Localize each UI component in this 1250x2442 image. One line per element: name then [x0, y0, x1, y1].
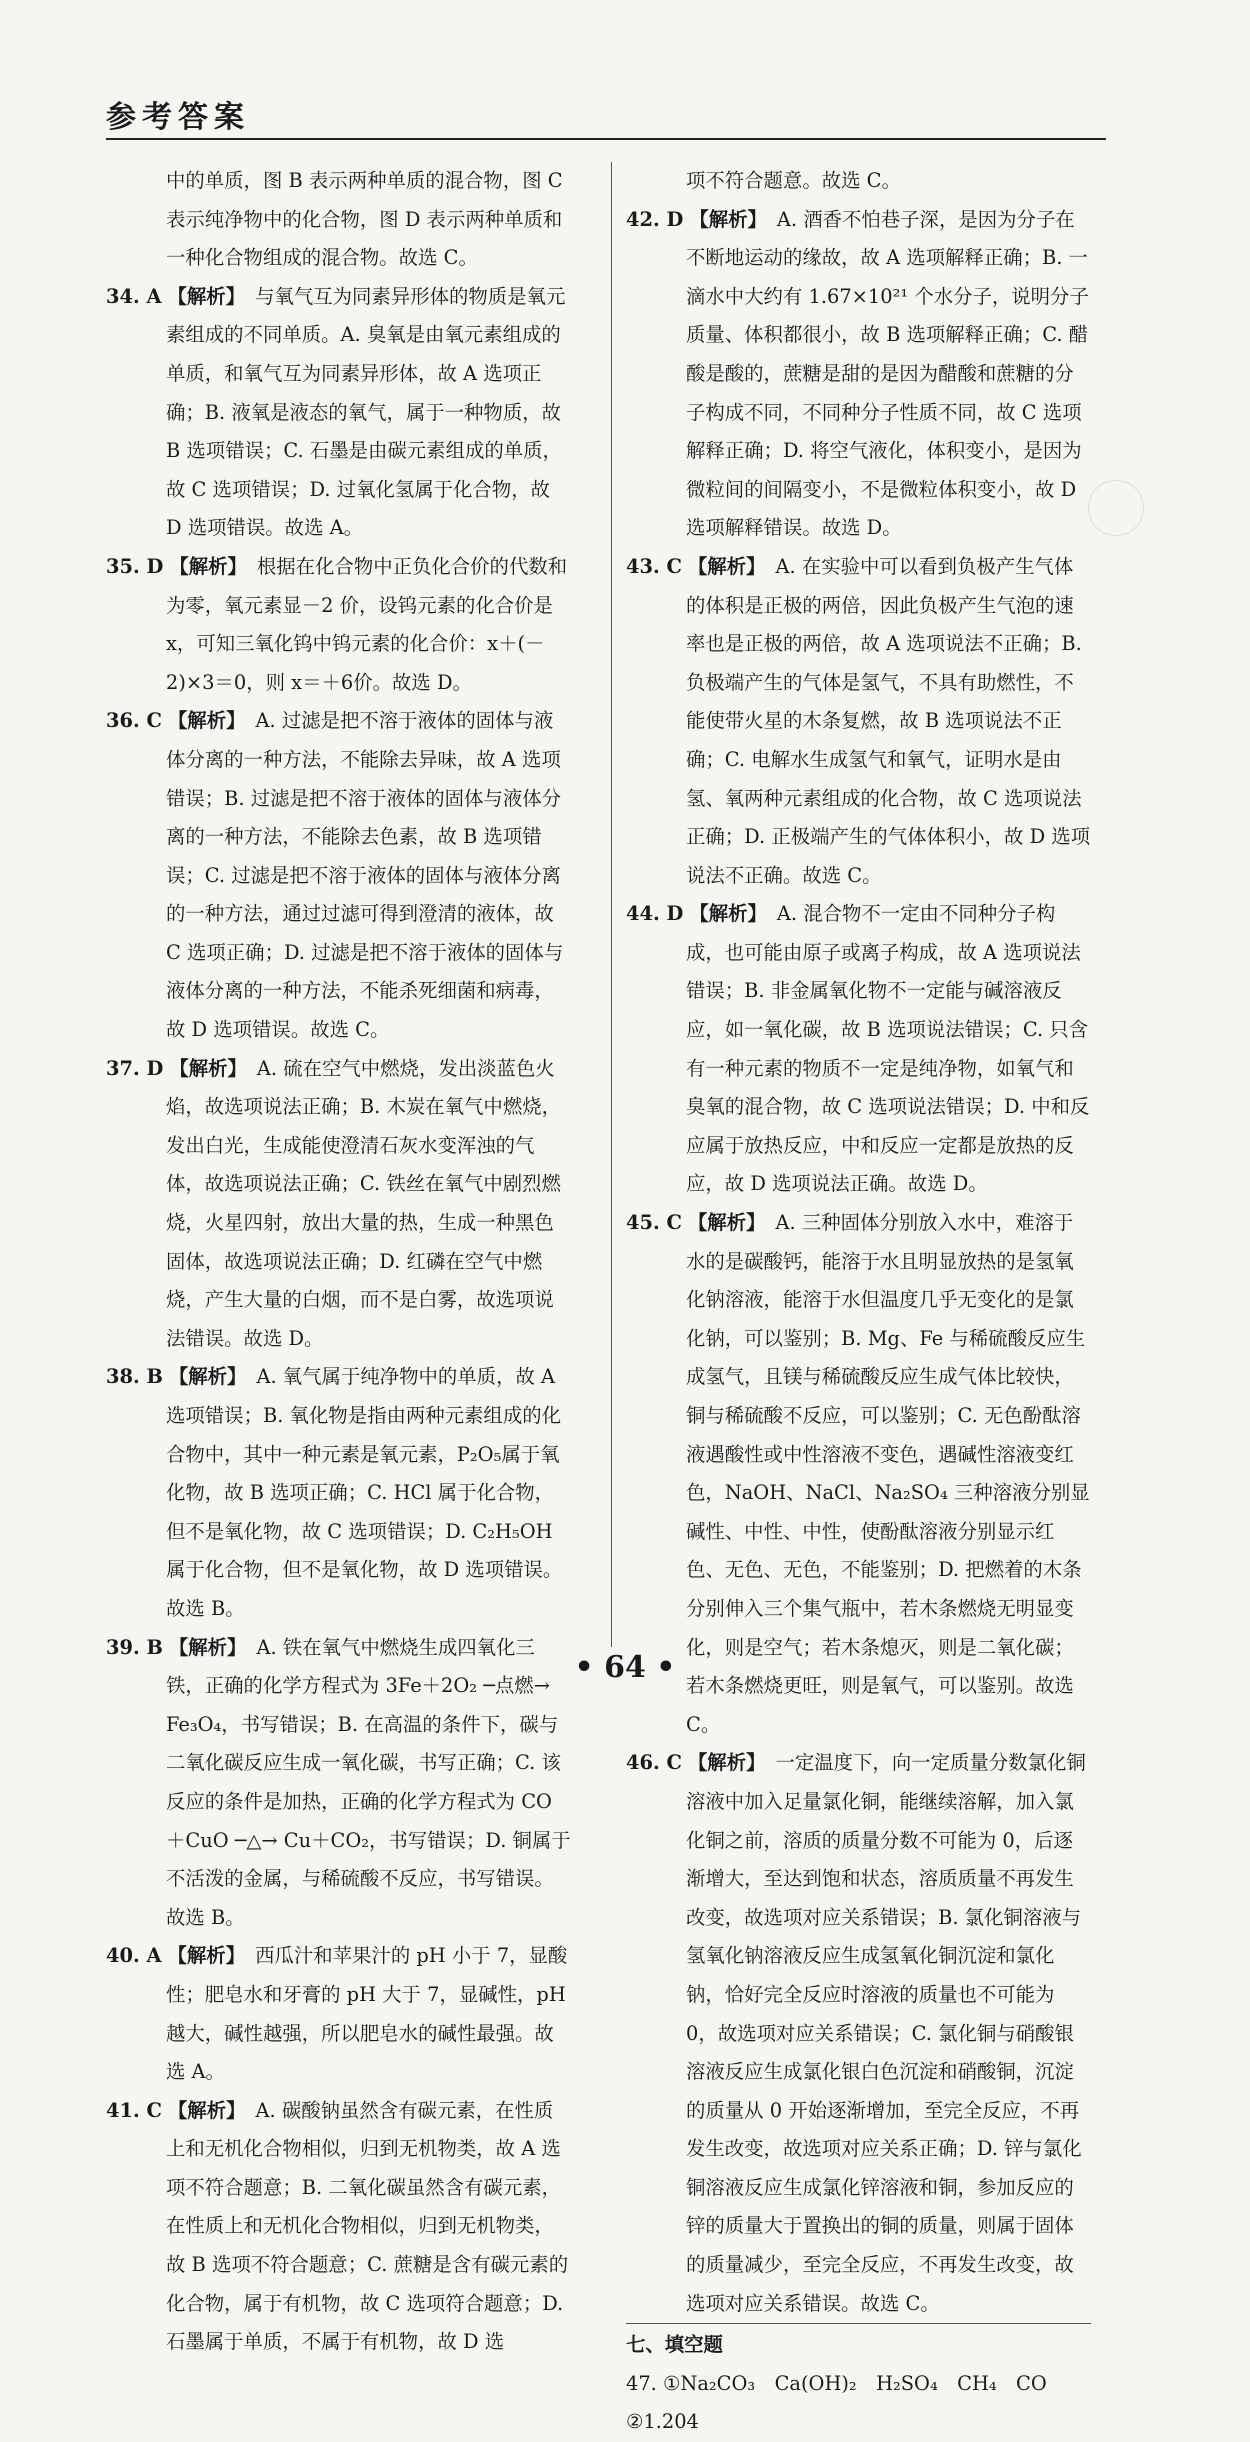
analysis-tag: 【解析】	[687, 1211, 766, 1235]
right-answer-list	[626, 201, 1091, 2324]
answer-33-continuation: 中的单质，图 B 表示两种单质的混合物，图 C 表示纯净物中的化合物，图 D 表示两种单质和一种化合物组成的混合物。故选 C。	[166, 169, 563, 270]
answer-text: 根据在化合物中正负化合价的代数和为零，氧元素显－2 价，设钨元素的化合价是 x，可知三氧化钨中钨元素的化合价：x＋(－2)×3＝0，则 x＝＋6价。故选 D。	[166, 554, 568, 694]
answer-item	[106, 1937, 571, 2091]
analysis-tag: 【解析】	[167, 2098, 246, 2122]
answer-number: 34. A	[106, 284, 162, 308]
analysis-tag: 【解析】	[689, 902, 767, 926]
answer-text: 西瓜汁和苹果汁的 pH 小于 7，显酸性；肥皂水和牙膏的 pH 大于 7，显碱性，pH 越大，碱性越强，所以肥皂水的碱性最强。故选 A。	[166, 1944, 568, 2084]
analysis-tag: 【解析】	[167, 709, 246, 733]
left-column	[106, 162, 571, 2362]
answer-item	[626, 895, 1091, 1204]
answer-item	[626, 1744, 1091, 2323]
answer-41-continuation: 项不符合题意。故选 C。	[686, 169, 901, 192]
analysis-tag: 【解析】	[167, 1944, 246, 1968]
answer-text: A. 在实验中可以看到负极产生气体的体积是正极的两倍，因此负极产生气泡的速率也是正极的两倍，故 A 选项说法不正确；B. 负极端产生的气体是氢气，不具有助燃性，不能使带火星的木条复燃，故 B 选项说法不正确；C. 电解水生成氢气和氧气，证明水是由氢、氧两种元素组成的化合物，故 C 选项说法正确；D. 正极端产生的气体体积小，故 D 选项说法不正确。故选 C。	[686, 554, 1091, 887]
answer-text: A. 硫在空气中燃烧，发出淡蓝色火焰，故选项说法正确；B. 木炭在氧气中燃烧，发出白光，生成能使澄清石灰水变浑浊的气体，故选项说法正确；C. 铁丝在氧气中剧烈燃烧，火星四射，放出大量的热，生成一种黑色固体，故选项说法正确；D. 红磷在空气中燃烧，产生大量的白烟，而不是白雾，故选项说法错误。故选 D。	[166, 1056, 561, 1350]
answer-number: 39. B	[106, 1635, 163, 1659]
page-number: • 64 •	[574, 1650, 676, 1685]
answer-number: 35. D	[106, 554, 164, 578]
answer-number: 46. C	[626, 1751, 682, 1775]
column-divider	[611, 162, 612, 1647]
answer-47: 47. ①Na₂CO₃ Ca(OH)₂ H₂SO₄ CH₄ CO ②1.204	[626, 2371, 1067, 2434]
answer-text: 与氧气互为同素异形体的物质是氧元素组成的不同单质。A. 臭氧是由氧元素组成的单质，和氧气互为同素异形体，故 A 选项正确；B. 液氧是液态的氧气，属于一种物质，故 B 选项错误；C. 石墨是由碳元素组成的单质，故 C 选项错误；D. 过氧化氢属于化合物，故 D 选项错误。故选 A。	[166, 284, 566, 540]
analysis-tag: 【解析】	[687, 1751, 766, 1775]
answer-text: A. 过滤是把不溶于液体的固体与液体分离的一种方法，不能除去异味，故 A 选项错误；B. 过滤是把不溶于液体的固体与液体分离的一种方法，不能除去色素，故 B 选项错误；C. 过滤是把不溶于液体的固体与液体分离的一种方法，通过过滤可得到澄清的液体，故 C 选项正确；D. 过滤是把不溶于液体的固体与液体分离的一种方法，不能杀死细菌和病毒，故 D 选项错误。故选 C。	[166, 709, 564, 1042]
answer-item	[106, 548, 571, 702]
answer-number: 43. C	[626, 554, 682, 578]
answer-item	[626, 548, 1091, 895]
analysis-tag: 【解析】	[689, 207, 767, 231]
left-answer-list	[106, 278, 571, 2362]
answer-text: A. 酒香不怕巷子深，是因为分子在不断地运动的缘故，故 A 选项解释正确；B. 一滴水中大约有 1.67×10²¹ 个水分子，说明分子质量、体积都很小，故 B 选项解释正确；C. 醋酸是酸的，蔗糖是甜的是因为醋酸和蔗糖的分子构成不同，不同种分子性质不同，故 C 选项解释正确；D. 将空气液化，体积变小，是因为微粒间的间隔变小，不是微粒体积变小，故 D 选项解释错误。故选 D。	[686, 207, 1089, 540]
answer-item	[106, 1358, 571, 1628]
answer-item	[626, 201, 1091, 548]
answer-text: A. 碳酸钠虽然含有碳元素，在性质上和无机化合物相似，归到无机物类，故 A 选项不符合题意；B. 二氧化碳虽然含有碳元素，在性质上和无机化合物相似，归到无机物类，故 B 选项不符合题意；C. 蔗糖是含有碳元素的化合物，属于有机物，故 C 选项符合题意；D. 石墨属于单质，不属于有机物，故 D 选	[166, 2098, 569, 2354]
answer-number: 38. B	[106, 1365, 163, 1389]
analysis-tag: 【解析】	[167, 284, 246, 308]
answer-number: 40. A	[106, 1944, 162, 1968]
header-title: 参考答案	[106, 100, 250, 135]
analysis-tag: 【解析】	[169, 1056, 247, 1080]
answer-number: 36. C	[106, 709, 162, 733]
answer-number: 37. D	[106, 1056, 164, 1080]
answer-item	[106, 702, 571, 1049]
right-column	[626, 162, 1091, 2442]
answer-number: 45. C	[626, 1211, 682, 1235]
answer-number: 41. C	[106, 2098, 162, 2122]
answer-text: A. 铁在氧气中燃烧生成四氧化三铁，正确的化学方程式为 3Fe＋2O₂ ─点燃→ Fe₃O₄，书写错误；B. 在高温的条件下，碳与二氧化碳反应生成一氧化碳，书写正确；C. 该反应的条件是加热，正确的化学方程式为 CO＋CuO ─△→ Cu＋CO₂，书写错误；D. 铜属于不活泼的金属，与稀硫酸不反应，书写错误。故选 B。	[166, 1635, 571, 1929]
page-header	[106, 92, 1106, 140]
answer-text: 一定温度下，向一定质量分数氯化铜溶液中加入足量氯化铜，能继续溶解，加入氯化铜之前，溶质的质量分数不可能为 0，后逐渐增大，至达到饱和状态，溶质质量不再发生改变，故选项对应关系错误；B. 氯化铜溶液与氢氧化钠溶液反应生成氢氧化铜沉淀和氯化钠，恰好完全反应时溶液的质量也不可能为 0，故选项对应关系错误；C. 氯化铜与硝酸银溶液反应生成氯化银白色沉淀和硝酸铜，沉淀的质量从 0 开始逐渐增加，至完全反应，不再发生改变，故选项对应关系正确；D. 锌与氯化铜溶液反应生成氯化锌溶液和铜，参加反应的锌的质量大于置换出的铜的质量，则属于固体的质量减少，至完全反应，不再发生改变，故选项对应关系错误。故选 C。	[686, 1751, 1086, 2315]
analysis-tag: 【解析】	[687, 554, 766, 578]
answer-item	[106, 278, 571, 548]
answer-text: A. 混合物不一定由不同种分子构成，也可能由原子或离子构成，故 A 选项说法错误；B. 非金属氧化物不一定能与碱溶液反应，如一氧化碳，故 B 选项说法错误；C. 只含有一种元素的物质不一定是纯净物，如氧气和臭氧的混合物，故 C 选项说法错误；D. 中和反应属于放热反应，中和反应一定都是放热的反应，故 D 选项说法正确。故选 D。	[686, 902, 1090, 1196]
stamp-watermark-icon	[1088, 480, 1144, 536]
section-title: 七、填空题	[626, 2323, 1091, 2365]
answer-number: 42. D	[626, 207, 684, 231]
answer-text: A. 三种固体分别放入水中，难溶于水的是碳酸钙，能溶于水且明显放热的是氢氧化钠溶液，能溶于水但温度几乎无变化的是氯化钠，可以鉴别；B. Mg、Fe 与稀硫酸反应生成氢气，且镁与稀硫酸反应生成气体比较快，铜与稀硫酸不反应，可以鉴别；C. 无色酚酞溶液遇酸性或中性溶液不变色，遇碱性溶液变红色，NaOH、NaCl、Na₂SO₄ 三种溶液分别显碱性、中性、中性，使酚酞溶液分别显示红色、无色、无色，不能鉴别；D. 把燃着的木条分别伸入三个集气瓶中，若木条燃烧无明显变化，则是空气；若木条熄灭，则是二氧化碳；若木条燃烧更旺，则是氧气，可以鉴别。故选 C。	[686, 1211, 1090, 1736]
answer-item	[106, 2092, 571, 2362]
analysis-tag: 【解析】	[168, 1635, 247, 1659]
analysis-tag: 【解析】	[169, 554, 247, 578]
answer-item	[106, 1050, 571, 1359]
answer-text: A. 氧气属于纯净物中的单质，故 A 选项错误；B. 氧化物是指由两种元素组成的化合物中，其中一种元素是氧元素，P₂O₅属于氧化物，故 B 选项正确；C. HCl 属于化合物，但不是氧化物，故 C 选项错误；D. C₂H₅OH 属于化合物，但不是氧化物，故 D 选项错误。故选 B。	[166, 1365, 563, 1620]
answer-number: 44. D	[626, 902, 684, 926]
analysis-tag: 【解析】	[168, 1365, 247, 1389]
